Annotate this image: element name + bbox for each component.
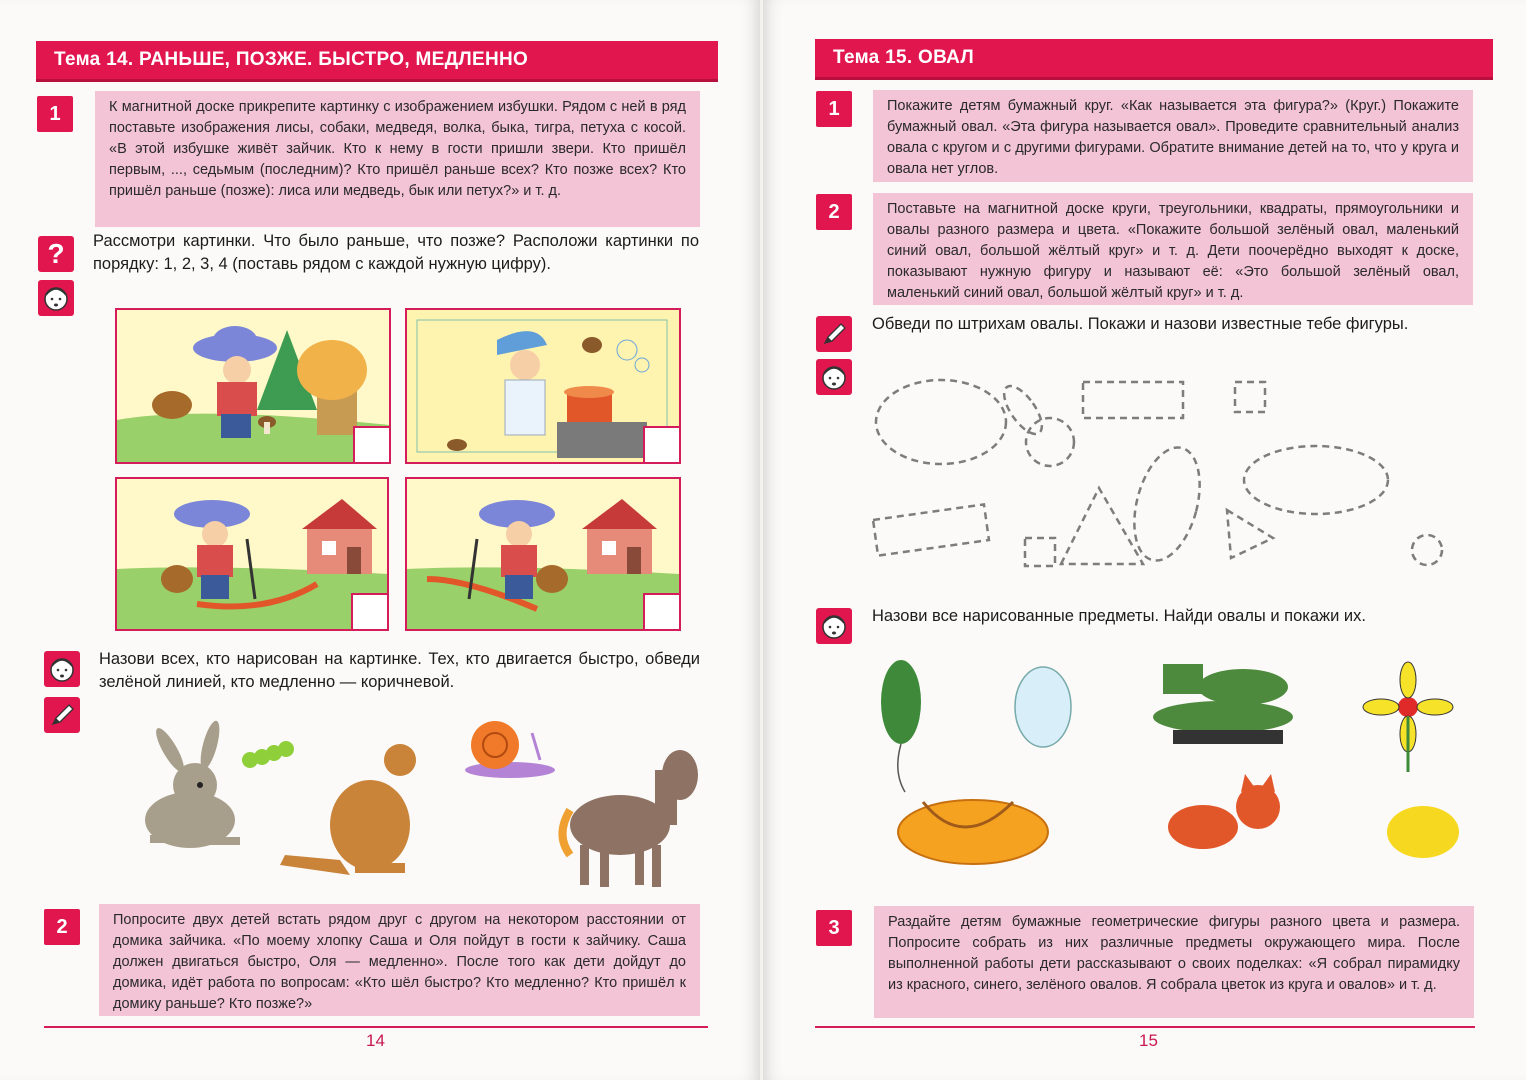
dashed-oval-vertical bbox=[1123, 440, 1211, 568]
child-face-icon bbox=[816, 359, 852, 395]
egg-illustration bbox=[1015, 667, 1071, 747]
exercise-text: Рассмотри картинки. Что было раньше, что позже? Расположи картинки по порядку: 1, 2, 3, 4 (поставь рядом с каждой нужную цифру). bbox=[93, 232, 699, 273]
dashed-square bbox=[1235, 382, 1265, 412]
flower-illustration bbox=[1363, 662, 1453, 772]
answer-box[interactable] bbox=[643, 426, 679, 462]
dashed-rectangle-tilted bbox=[873, 504, 989, 555]
question-glyph: ? bbox=[47, 238, 65, 269]
task-number-badge: 2 bbox=[44, 909, 80, 945]
footer-divider bbox=[44, 1026, 708, 1028]
teacher-instruction-text: К магнитной доске прикрепите картинку с изображением избушки. Рядом с ней в ряд поставьте изображения лисы, собаки, медведя, волка, быка, тигра, петуха с косой. «В этой избушке живёт зайчик. Кто к нему в гости пришли звери. Кто пришёл первым, ..., седьмым (последним)? Кто пришёл раньше всех? Кто позже всех? Кто пришёл раньше (позже): лиса или медведь, бык или петух?» и т. д. bbox=[109, 99, 686, 199]
page-number: 15 bbox=[1139, 1031, 1158, 1050]
teacher-instruction-text: Попросите двух детей встать рядом друг с другом на некотором расстоянии от домика зайчика. «По моему хлопку Саша и Оля пойдут в гости к зайчику. Саша должен двигаться быстро, Оля — медленно». После того как дети дойдут до домика, идёт работа по вопросам: «Кто шёл быстро? Кто медленно? Кто пришёл к домику раньше? Кто позже?» bbox=[113, 912, 686, 1012]
horse-illustration bbox=[563, 750, 699, 887]
boy-walking-to-house-illustration bbox=[117, 479, 387, 629]
topic-header-15 bbox=[815, 39, 1493, 77]
topic-header-14 bbox=[36, 41, 718, 79]
lemon-illustration bbox=[1387, 806, 1459, 858]
child-face-icon bbox=[816, 608, 852, 644]
kangaroo-illustration bbox=[280, 744, 416, 875]
task-number-badge: 3 bbox=[816, 910, 852, 946]
topic-title: Тема 15. ОВАЛ bbox=[833, 47, 975, 68]
answer-box[interactable] bbox=[353, 426, 389, 462]
dashed-circle-small bbox=[1412, 535, 1442, 565]
exercise-text: Назови всех, кто нарисован на картинке. Тех, кто двигается быстро, обведи зелёной линией, кто медленно — коричневой. bbox=[99, 650, 700, 691]
page-number: 14 bbox=[366, 1031, 385, 1050]
child-face-icon bbox=[44, 651, 80, 687]
dashed-triangle-small bbox=[1227, 510, 1273, 558]
pencil-icon bbox=[816, 316, 852, 352]
teacher-instruction-box bbox=[99, 904, 700, 1016]
dashed-circle bbox=[1026, 418, 1074, 466]
topic-title: Тема 14. РАНЬШЕ, ПОЗЖЕ. БЫСТРО, МЕДЛЕННО bbox=[54, 49, 529, 70]
answer-box[interactable] bbox=[643, 593, 679, 629]
dashed-oval-large bbox=[876, 380, 1006, 464]
question-icon bbox=[38, 236, 74, 272]
boy-cooking-mushrooms-illustration bbox=[407, 310, 679, 462]
dashed-oval-wide bbox=[1244, 446, 1388, 514]
snail-illustration bbox=[465, 721, 555, 778]
teacher-instruction-text: Поставьте на магнитной доске круги, треугольники, квадраты, прямоугольники и овалы разного размера и цвета. «Покажите большой зелёный овал, маленький синий овал, большой жёлтый круг» и т. д. Дети поочерёдно выходят к доске, показывают нужную фигуру и называют её: «Это большой зелёный овал, маленький синий овал, большой жёлтый круг» и т. д. bbox=[887, 201, 1459, 301]
hare-illustration bbox=[145, 719, 240, 848]
teacher-instruction-text: Раздайте детям бумажные геометрические фигуры разного цвета и размера. Попросите собрать из них различные предметы окружающего мира. После выполненной работы дети рассказывают о своих поделках: «Я собрал пирамидку из красного, синего, зелёного овалов. Я собрала цветок из круга и овалов» и т. д. bbox=[888, 914, 1460, 993]
dashed-oval-tilted bbox=[997, 380, 1049, 440]
exercise-text: Назови все нарисованные предметы. Найди овалы и покажи их. bbox=[872, 607, 1366, 625]
footer-divider bbox=[815, 1026, 1475, 1028]
picture-card bbox=[115, 308, 391, 464]
teacher-instruction-box bbox=[873, 90, 1473, 182]
exercise-text: Обведи по штрихам овалы. Покажи и назови известные тебе фигуры. bbox=[872, 315, 1409, 333]
teacher-instruction-text: Покажите детям бумажный круг. «Как называется эта фигура?» (Круг.) Покажите бумажный овал. «Эта фигура называется овал». Проведите сравнительный анализ овала с кругом и с другими фигурами. Обратите внимание детей на то, что у круга и овала нет углов. bbox=[887, 98, 1459, 177]
cat-illustration bbox=[1168, 774, 1280, 849]
teacher-instruction-box bbox=[95, 91, 700, 227]
task-number-badge: 2 bbox=[816, 194, 852, 230]
picture-card bbox=[405, 308, 681, 464]
dashed-shapes-tracing-area[interactable] bbox=[863, 372, 1483, 582]
objects-illustration bbox=[863, 652, 1483, 882]
task-number-badge: 1 bbox=[37, 96, 73, 132]
tank-illustration bbox=[1153, 664, 1293, 744]
task-number-badge: 1 bbox=[816, 91, 852, 127]
dashed-rectangle bbox=[1083, 382, 1183, 418]
caterpillar-illustration bbox=[242, 741, 294, 768]
dashed-square-small bbox=[1025, 538, 1055, 566]
balloon-illustration bbox=[881, 660, 921, 792]
dashed-triangle bbox=[1061, 488, 1143, 564]
teacher-instruction-box bbox=[873, 193, 1473, 305]
animals-illustration bbox=[100, 715, 720, 895]
right-page bbox=[763, 0, 1526, 1080]
left-page bbox=[0, 0, 760, 1080]
pencil-icon bbox=[44, 697, 80, 733]
child-face-icon bbox=[38, 280, 74, 316]
melon-illustration bbox=[898, 800, 1048, 864]
boy-picking-mushrooms-illustration bbox=[117, 310, 389, 462]
boy-arriving-at-house-illustration bbox=[407, 479, 679, 629]
answer-box[interactable] bbox=[351, 593, 387, 629]
picture-card bbox=[115, 477, 389, 631]
picture-card bbox=[405, 477, 681, 631]
teacher-instruction-box bbox=[874, 906, 1474, 1018]
